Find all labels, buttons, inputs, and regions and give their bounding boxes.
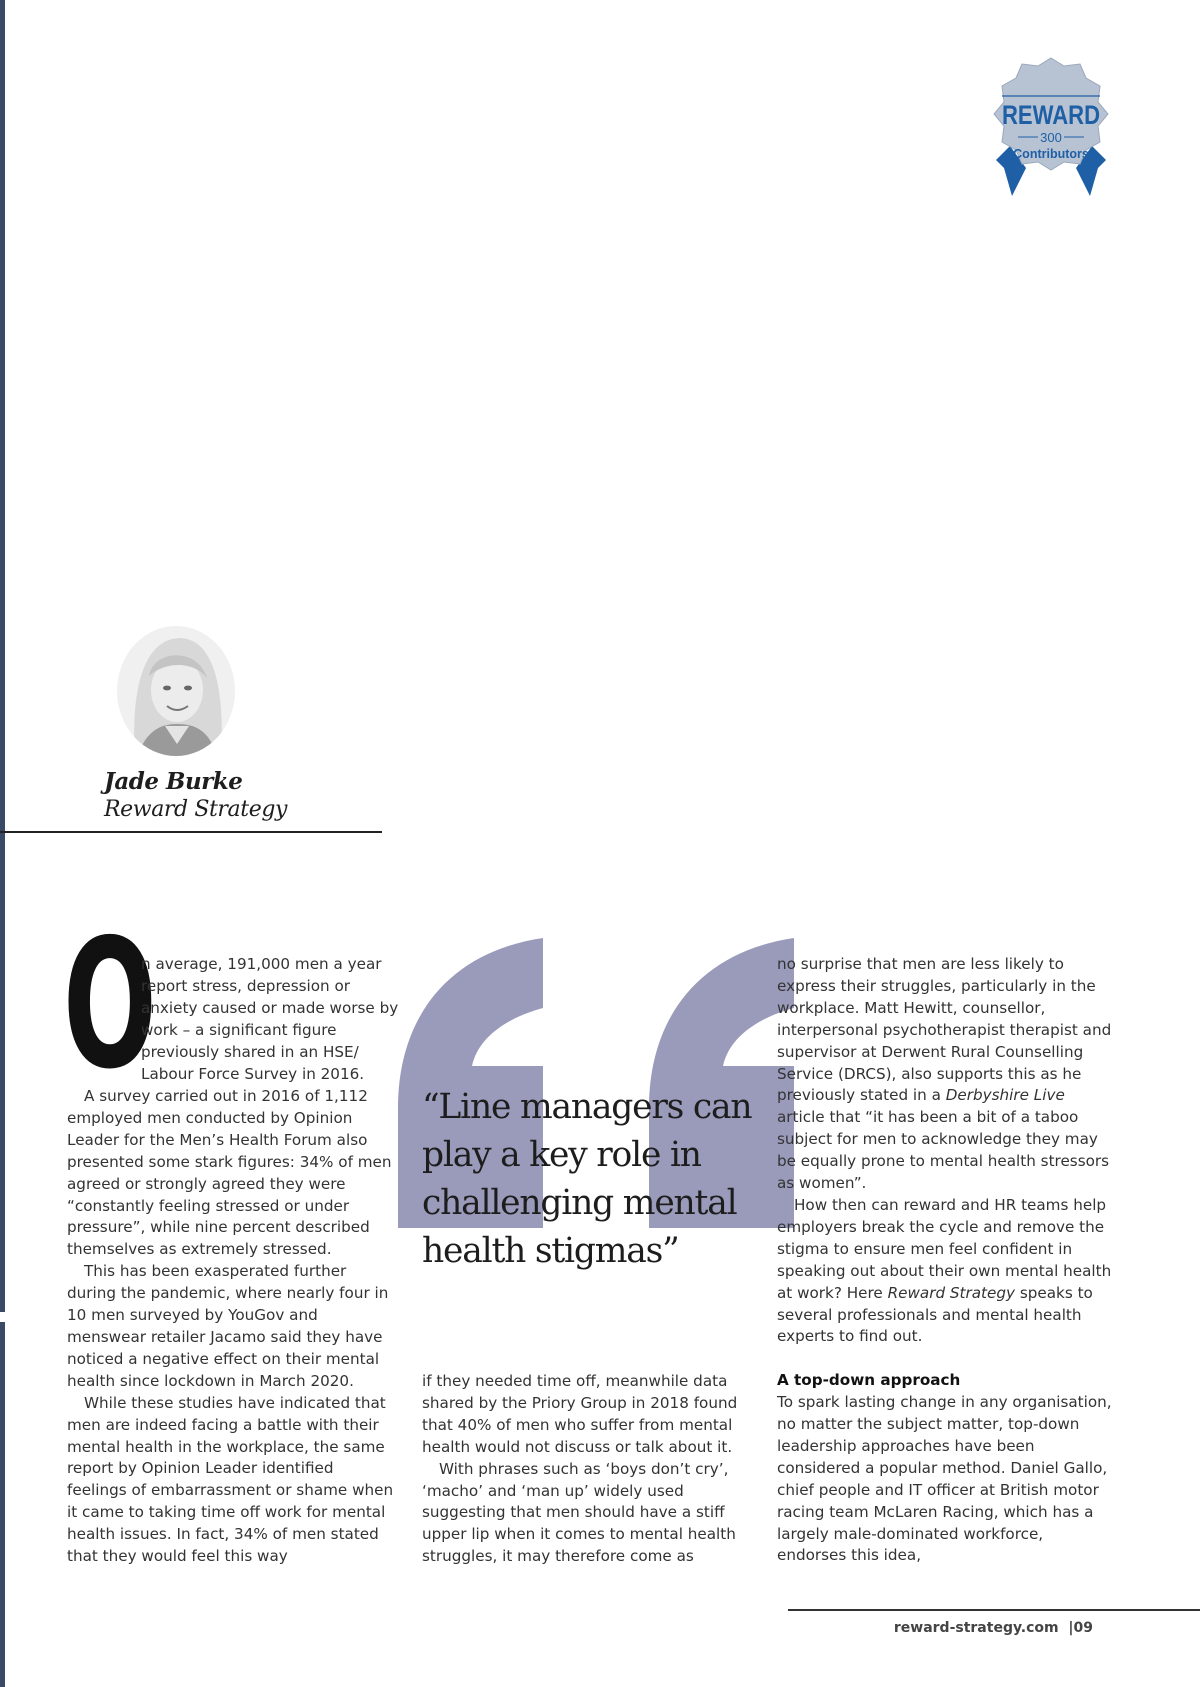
body-paragraph <box>777 1195 1112 1348</box>
drop-cap: O <box>63 901 157 1108</box>
reward-300-badge-logo <box>990 56 1112 202</box>
body-text: article that “it has been a bit of a taboo subject for men to acknowledge they may be equally prone to mental health stressors as women”. <box>777 1108 1110 1193</box>
body-paragraph: This has been exasperated further during the pandemic, where nearly four in 10 men surveyed by YouGov and menswear retailer Jacamo said they have noticed a negative effect on their mental health since lockdown in March 2020. <box>67 1262 389 1390</box>
svg-text:REWARD: REWARD <box>1002 100 1100 130</box>
subhead-text: A top-down approach <box>777 1371 961 1390</box>
author-photo <box>117 626 235 756</box>
body-text: speaks to several professionals and mental health experts to find out. <box>777 1283 1093 1346</box>
publication-title: Derbyshire Live <box>945 1086 1065 1105</box>
author-byline <box>104 768 287 822</box>
svg-text:300: 300 <box>1040 130 1062 145</box>
intro-text: n average, 191,000 men a year report stress, depression or anxiety caused or made worse by work – a significant figure previously shared in an HSE/ Labour Force Survey in 2016. <box>141 955 399 1083</box>
body-paragraph: if they needed time off, meanwhile data shared by the Priory Group in 2018 found that 40% of men who suffer from mental health would not discuss or talk about it. <box>422 1372 738 1456</box>
body-paragraph: To spark lasting change in any organisation, no matter the subject matter, top-down leadership approaches have been considered a popular method. Daniel Gallo, chief people and IT officer at British motor racing team McLaren Racing, which has a largely male-dominated workforce, endorses this idea, <box>777 1393 1112 1565</box>
body-paragraph <box>777 954 1112 1195</box>
page-footer <box>894 1620 1093 1636</box>
column-1 <box>67 1086 397 1568</box>
publication-title: Reward Strategy <box>887 1283 1015 1302</box>
section-subhead <box>777 1370 1112 1392</box>
page-number: 09 <box>1073 1620 1093 1636</box>
left-edge-rule-lower <box>0 1322 5 1687</box>
left-edge-rule <box>0 0 5 1312</box>
body-text: How then can reward and HR teams help employers break the cycle and remove the stigma to ensure men feel confident in speaking out about their own mental health at work? Here <box>777 1195 1112 1302</box>
body-paragraph: While these studies have indicated that men are indeed facing a battle with their mental health in the workplace, the same report by Opinion Leader identified feelings of embarrassment or shame when it came to taking time off work for mental health issues. In fact, 34% of men stated that they would feel this way <box>67 1393 394 1566</box>
body-text: no surprise that men are less likely to express their struggles, particularly in the workplace. Matt Hewitt, counsellor, interpersonal psychotherapist therapist and supervisor at Derwent Rural Counselling Service (DRCS), also supports this as he previously stated in a <box>777 955 1112 1105</box>
body-paragraph: A survey carried out in 2016 of 1,112 employed men conducted by Opinion Leader for the Men’s Health Forum also presented some stark figures: 34% of men agreed or strongly agreed they were “constantly feeling stressed or under pressure”, while nine percent described themselves as extremely stressed. <box>67 1087 392 1259</box>
body-paragraph: With phrases such as ‘boys don’t cry’, ‘macho’ and ‘man up’ widely used suggesting that men should have a stiff upper lip when it comes to mental health struggles, it may therefore come as <box>422 1459 736 1566</box>
footer-separator: | <box>1058 1620 1074 1636</box>
pull-quote: “Line managers can play a key role in challenging mental health stigmas” <box>422 1087 752 1271</box>
column-3 <box>777 954 1112 1567</box>
footer-rule <box>788 1609 1200 1611</box>
author-organisation: Reward Strategy <box>104 797 288 822</box>
column-2 <box>422 1371 752 1568</box>
svg-text:Contributors: Contributors <box>1013 147 1089 161</box>
author-name: Jade Burke <box>104 768 243 795</box>
intro-paragraph <box>141 954 403 1085</box>
footer-site: reward-strategy.com <box>893 1620 1059 1636</box>
byline-divider <box>0 831 382 833</box>
